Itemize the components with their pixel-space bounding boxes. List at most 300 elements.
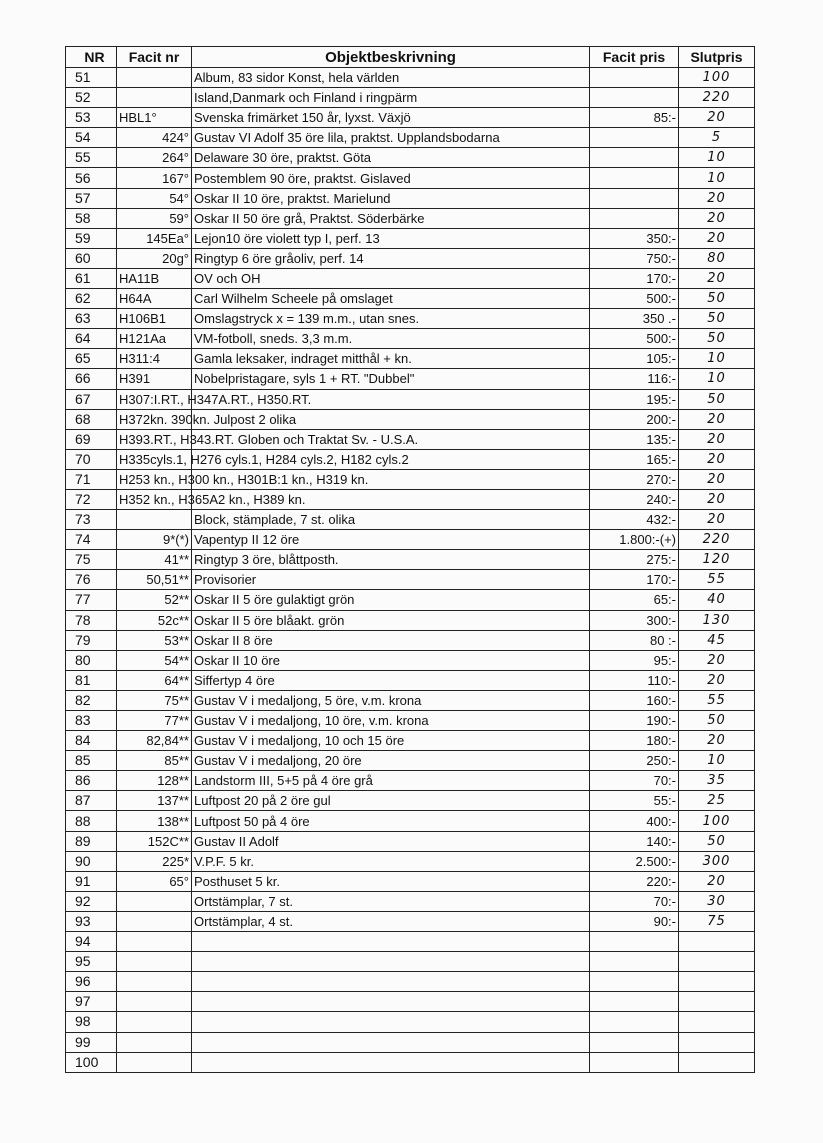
table-row (66, 751, 755, 771)
table-row (66, 289, 755, 309)
object-description (192, 952, 590, 972)
object-description: Postemblem 90 öre, praktst. Gislaved (192, 168, 590, 188)
facit-price: 240:- (590, 489, 679, 509)
final-price-handwritten: 20 (679, 268, 755, 288)
facit-number (117, 68, 192, 88)
facit-number (117, 911, 192, 931)
facit-price (590, 208, 679, 228)
facit-price: 55:- (590, 791, 679, 811)
final-price-handwritten: 120 (679, 550, 755, 570)
row-number: 58 (66, 208, 117, 228)
facit-price: 65:- (590, 590, 679, 610)
facit-price: 275:- (590, 550, 679, 570)
final-price-handwritten: 20 (679, 731, 755, 751)
facit-number (117, 1012, 192, 1032)
row-number: 95 (66, 952, 117, 972)
facit-price: 116:- (590, 369, 679, 389)
object-description: Nobelpristagare, syls 1 + RT. "Dubbel" (192, 369, 590, 389)
final-price-handwritten: 10 (679, 168, 755, 188)
row-number: 84 (66, 731, 117, 751)
facit-price: 250:- (590, 751, 679, 771)
row-number: 56 (66, 168, 117, 188)
facit-number: H307:I.RT., H347A.RT., H350.RT. (117, 389, 192, 409)
facit-price: 70:- (590, 771, 679, 791)
table-row (66, 268, 755, 288)
facit-price: 160:- (590, 690, 679, 710)
row-number: 64 (66, 329, 117, 349)
table-row (66, 972, 755, 992)
facit-price (590, 168, 679, 188)
facit-price: 140:- (590, 831, 679, 851)
facit-number: H253 kn., H300 kn., H301B:1 kn., H319 kn. (117, 469, 192, 489)
row-number: 65 (66, 349, 117, 369)
object-description: OV och OH (192, 268, 590, 288)
table-row (66, 148, 755, 168)
object-description: Ringtyp 6 öre gråoliv, perf. 14 (192, 248, 590, 268)
object-description: Gamla leksaker, indraget mitthål + kn. (192, 349, 590, 369)
facit-price (590, 88, 679, 108)
final-price-handwritten: 55 (679, 690, 755, 710)
facit-price: 432:- (590, 510, 679, 530)
table-row (66, 590, 755, 610)
row-number: 60 (66, 248, 117, 268)
object-description (192, 1032, 590, 1052)
facit-number: HA11B (117, 268, 192, 288)
table-row (66, 791, 755, 811)
row-number: 82 (66, 690, 117, 710)
facit-number: H372kn. 390kn. Julpost 2 olika (117, 409, 192, 429)
facit-number: 137** (117, 791, 192, 811)
object-description (192, 1052, 590, 1072)
row-number: 87 (66, 791, 117, 811)
final-price-handwritten: 20 (679, 409, 755, 429)
row-number: 52 (66, 88, 117, 108)
facit-number: H391 (117, 369, 192, 389)
final-price-handwritten: 35 (679, 771, 755, 791)
final-price-handwritten: 20 (679, 650, 755, 670)
object-description: V.P.F. 5 kr. (192, 851, 590, 871)
row-number: 54 (66, 128, 117, 148)
table-row (66, 932, 755, 952)
object-description: Gustav V i medaljong, 10 och 15 öre (192, 731, 590, 751)
table-row (66, 188, 755, 208)
final-price-handwritten: 220 (679, 530, 755, 550)
header-facit-pris: Facit pris (590, 47, 679, 68)
row-number: 96 (66, 972, 117, 992)
facit-price: 180:- (590, 731, 679, 751)
table-row (66, 690, 755, 710)
facit-price: 95:- (590, 650, 679, 670)
final-price-handwritten: 40 (679, 590, 755, 610)
table-row (66, 128, 755, 148)
header-description: Objektbeskrivning (192, 47, 590, 68)
final-price-handwritten: 20 (679, 208, 755, 228)
facit-number: 225* (117, 851, 192, 871)
table-row (66, 108, 755, 128)
table-row (66, 630, 755, 650)
final-price-handwritten: 20 (679, 429, 755, 449)
facit-price (590, 992, 679, 1012)
object-description (192, 972, 590, 992)
final-price-handwritten (679, 992, 755, 1012)
object-description: Block, stämplade, 7 st. olika (192, 510, 590, 530)
facit-number: 75** (117, 690, 192, 710)
table-row (66, 68, 755, 88)
object-description: Landstorm III, 5+5 på 4 öre grå (192, 771, 590, 791)
final-price-handwritten: 45 (679, 630, 755, 650)
final-price-handwritten: 50 (679, 389, 755, 409)
object-description: Oskar II 50 öre grå, Praktst. Söderbärke (192, 208, 590, 228)
table-header-row (66, 47, 755, 68)
row-number: 70 (66, 449, 117, 469)
facit-price: 300:- (590, 610, 679, 630)
table-row (66, 992, 755, 1012)
row-number: 68 (66, 409, 117, 429)
facit-price: 2.500:- (590, 851, 679, 871)
facit-number: 65° (117, 871, 192, 891)
final-price-handwritten: 20 (679, 449, 755, 469)
facit-number: HBL1° (117, 108, 192, 128)
table-row (66, 469, 755, 489)
row-number: 67 (66, 389, 117, 409)
facit-price: 105:- (590, 349, 679, 369)
object-description: Lejon10 öre violett typ I, perf. 13 (192, 228, 590, 248)
row-number: 61 (66, 268, 117, 288)
facit-price: 400:- (590, 811, 679, 831)
facit-price: 80 :- (590, 630, 679, 650)
object-description: Island,Danmark och Finland i ringpärm (192, 88, 590, 108)
facit-price: 500:- (590, 329, 679, 349)
table-row (66, 369, 755, 389)
row-number: 74 (66, 530, 117, 550)
facit-number (117, 932, 192, 952)
table-row (66, 329, 755, 349)
facit-number: 167° (117, 168, 192, 188)
table-row (66, 208, 755, 228)
object-description: Oskar II 10 öre (192, 650, 590, 670)
final-price-handwritten: 130 (679, 610, 755, 630)
row-number: 77 (66, 590, 117, 610)
facit-number: 59° (117, 208, 192, 228)
table-row (66, 731, 755, 751)
object-description: Ortstämplar, 4 st. (192, 911, 590, 931)
final-price-handwritten: 100 (679, 811, 755, 831)
final-price-handwritten: 20 (679, 469, 755, 489)
final-price-handwritten: 10 (679, 751, 755, 771)
row-number: 73 (66, 510, 117, 530)
object-description: Gustav VI Adolf 35 öre lila, praktst. Upplandsbodarna (192, 128, 590, 148)
object-description: Album, 83 sidor Konst, hela världen (192, 68, 590, 88)
row-number: 94 (66, 932, 117, 952)
object-description: Delaware 30 öre, praktst. Göta (192, 148, 590, 168)
table-row (66, 550, 755, 570)
object-description: Provisorier (192, 570, 590, 590)
table-row (66, 1032, 755, 1052)
table-row (66, 771, 755, 791)
final-price-handwritten (679, 932, 755, 952)
facit-number: 145Ea° (117, 228, 192, 248)
table-row (66, 248, 755, 268)
facit-price (590, 932, 679, 952)
facit-number: 85** (117, 751, 192, 771)
final-price-handwritten: 10 (679, 349, 755, 369)
final-price-handwritten: 20 (679, 510, 755, 530)
row-number: 85 (66, 751, 117, 771)
final-price-handwritten: 30 (679, 891, 755, 911)
facit-number: 128** (117, 771, 192, 791)
table-row (66, 871, 755, 891)
row-number: 80 (66, 650, 117, 670)
final-price-handwritten (679, 952, 755, 972)
facit-number (117, 952, 192, 972)
facit-number: 152C** (117, 831, 192, 851)
final-price-handwritten: 80 (679, 248, 755, 268)
facit-number: 424° (117, 128, 192, 148)
object-description (192, 1012, 590, 1032)
facit-number: 20g° (117, 248, 192, 268)
final-price-handwritten: 75 (679, 911, 755, 931)
object-description: Siffertyp 4 öre (192, 670, 590, 690)
facit-number: 64** (117, 670, 192, 690)
row-number: 59 (66, 228, 117, 248)
row-number: 79 (66, 630, 117, 650)
final-price-handwritten: 20 (679, 188, 755, 208)
final-price-handwritten: 50 (679, 711, 755, 731)
facit-number: 52c** (117, 610, 192, 630)
header-slutpris: Slutpris (679, 47, 755, 68)
facit-number: H335cyls.1, H276 cyls.1, H284 cyls.2, H182 cyls.2 (117, 449, 192, 469)
object-description: Carl Wilhelm Scheele på omslaget (192, 289, 590, 309)
final-price-handwritten: 100 (679, 68, 755, 88)
final-price-handwritten: 300 (679, 851, 755, 871)
facit-number: 82,84** (117, 731, 192, 751)
facit-number (117, 891, 192, 911)
row-number: 81 (66, 670, 117, 690)
facit-price: 70:- (590, 891, 679, 911)
facit-price: 270:- (590, 469, 679, 489)
row-number: 97 (66, 992, 117, 1012)
facit-number (117, 972, 192, 992)
facit-price: 220:- (590, 871, 679, 891)
facit-number (117, 1052, 192, 1072)
facit-price: 195:- (590, 389, 679, 409)
row-number: 66 (66, 369, 117, 389)
object-description: Omslagstryck x = 139 m.m., utan snes. (192, 309, 590, 329)
final-price-handwritten (679, 1012, 755, 1032)
final-price-handwritten: 20 (679, 108, 755, 128)
header-facit-nr: Facit nr (117, 47, 192, 68)
final-price-handwritten: 10 (679, 369, 755, 389)
facit-number: 138** (117, 811, 192, 831)
row-number: 91 (66, 871, 117, 891)
object-description: Gustav V i medaljong, 10 öre, v.m. krona (192, 711, 590, 731)
table-row (66, 530, 755, 550)
row-number: 71 (66, 469, 117, 489)
object-description: Ortstämplar, 7 st. (192, 891, 590, 911)
facit-price (590, 1032, 679, 1052)
facit-number: 41** (117, 550, 192, 570)
table-row (66, 811, 755, 831)
table-row (66, 831, 755, 851)
facit-price: 110:- (590, 670, 679, 690)
row-number: 90 (66, 851, 117, 871)
row-number: 83 (66, 711, 117, 731)
row-number: 55 (66, 148, 117, 168)
facit-number: 50,51** (117, 570, 192, 590)
row-number: 63 (66, 309, 117, 329)
table-row (66, 670, 755, 690)
facit-number: 54** (117, 650, 192, 670)
object-description: Oskar II 5 öre gulaktigt grön (192, 590, 590, 610)
facit-price: 165:- (590, 449, 679, 469)
final-price-handwritten: 5 (679, 128, 755, 148)
final-price-handwritten: 20 (679, 228, 755, 248)
facit-price: 750:- (590, 248, 679, 268)
table-row (66, 409, 755, 429)
object-description: Luftpost 50 på 4 öre (192, 811, 590, 831)
row-number: 99 (66, 1032, 117, 1052)
table-row (66, 228, 755, 248)
final-price-handwritten: 10 (679, 148, 755, 168)
object-description (192, 932, 590, 952)
row-number: 62 (66, 289, 117, 309)
table-row (66, 449, 755, 469)
row-number: 69 (66, 429, 117, 449)
facit-price: 170:- (590, 268, 679, 288)
facit-price (590, 128, 679, 148)
facit-price (590, 972, 679, 992)
facit-price (590, 188, 679, 208)
row-number: 53 (66, 108, 117, 128)
facit-price: 85:- (590, 108, 679, 128)
facit-price: 200:- (590, 409, 679, 429)
final-price-handwritten: 50 (679, 831, 755, 851)
row-number: 89 (66, 831, 117, 851)
facit-number: H352 kn., H365A2 kn., H389 kn. (117, 489, 192, 509)
object-description: Posthuset 5 kr. (192, 871, 590, 891)
facit-price (590, 1012, 679, 1032)
row-number: 72 (66, 489, 117, 509)
auction-results-table (65, 46, 755, 1073)
facit-price: 500:- (590, 289, 679, 309)
facit-price (590, 952, 679, 972)
facit-price (590, 68, 679, 88)
row-number: 92 (66, 891, 117, 911)
table-row (66, 168, 755, 188)
final-price-handwritten (679, 1032, 755, 1052)
final-price-handwritten: 20 (679, 670, 755, 690)
facit-price: 90:- (590, 911, 679, 931)
table-row (66, 851, 755, 871)
facit-price: 350 .- (590, 309, 679, 329)
table-row (66, 489, 755, 509)
row-number: 93 (66, 911, 117, 931)
facit-price: 135:- (590, 429, 679, 449)
facit-number: 77** (117, 711, 192, 731)
table-row (66, 891, 755, 911)
table-row (66, 510, 755, 530)
table-row (66, 911, 755, 931)
row-number: 76 (66, 570, 117, 590)
facit-number: 264° (117, 148, 192, 168)
facit-price: 170:- (590, 570, 679, 590)
table-row (66, 1052, 755, 1072)
final-price-handwritten: 50 (679, 329, 755, 349)
object-description: Ringtyp 3 öre, blåttposth. (192, 550, 590, 570)
facit-number: H121Aa (117, 329, 192, 349)
facit-price: 1.800:-(+) (590, 530, 679, 550)
final-price-handwritten: 50 (679, 309, 755, 329)
facit-price (590, 148, 679, 168)
table-row (66, 711, 755, 731)
row-number: 86 (66, 771, 117, 791)
table-row (66, 570, 755, 590)
table-row (66, 650, 755, 670)
facit-number: H311:4 (117, 349, 192, 369)
row-number: 75 (66, 550, 117, 570)
final-price-handwritten: 20 (679, 871, 755, 891)
facit-number (117, 88, 192, 108)
object-description: Gustav II Adolf (192, 831, 590, 851)
table-row (66, 88, 755, 108)
row-number: 51 (66, 68, 117, 88)
final-price-handwritten: 55 (679, 570, 755, 590)
facit-price: 190:- (590, 711, 679, 731)
facit-number: 52** (117, 590, 192, 610)
facit-number (117, 510, 192, 530)
row-number: 57 (66, 188, 117, 208)
facit-number: H64A (117, 289, 192, 309)
final-price-handwritten: 50 (679, 289, 755, 309)
object-description: Oskar II 10 öre, praktst. Marielund (192, 188, 590, 208)
table-row (66, 1012, 755, 1032)
row-number: 100 (66, 1052, 117, 1072)
facit-number: 54° (117, 188, 192, 208)
object-description: Svenska frimärket 150 år, lyxst. Växjö (192, 108, 590, 128)
final-price-handwritten (679, 1052, 755, 1072)
table-row (66, 389, 755, 409)
row-number: 78 (66, 610, 117, 630)
table-row (66, 610, 755, 630)
object-description: Gustav V i medaljong, 20 öre (192, 751, 590, 771)
table-row (66, 309, 755, 329)
table-row (66, 349, 755, 369)
table-row (66, 952, 755, 972)
object-description: Luftpost 20 på 2 öre gul (192, 791, 590, 811)
final-price-handwritten: 25 (679, 791, 755, 811)
object-description (192, 992, 590, 1012)
header-nr: NR (66, 47, 117, 68)
row-number: 88 (66, 811, 117, 831)
object-description: Gustav V i medaljong, 5 öre, v.m. krona (192, 690, 590, 710)
facit-number: H393.RT., H343.RT. Globen och Traktat Sv. - U.S.A. (117, 429, 192, 449)
facit-price: 350:- (590, 228, 679, 248)
facit-number: 53** (117, 630, 192, 650)
facit-number (117, 992, 192, 1012)
facit-number (117, 1032, 192, 1052)
final-price-handwritten: 20 (679, 489, 755, 509)
object-description: Oskar II 5 öre blåakt. grön (192, 610, 590, 630)
facit-price (590, 1052, 679, 1072)
final-price-handwritten: 220 (679, 88, 755, 108)
facit-number: H106B1 (117, 309, 192, 329)
row-number: 98 (66, 1012, 117, 1032)
facit-number: 9*(*) (117, 530, 192, 550)
table-row (66, 429, 755, 449)
object-description: Vapentyp II 12 öre (192, 530, 590, 550)
final-price-handwritten (679, 972, 755, 992)
object-description: Oskar II 8 öre (192, 630, 590, 650)
